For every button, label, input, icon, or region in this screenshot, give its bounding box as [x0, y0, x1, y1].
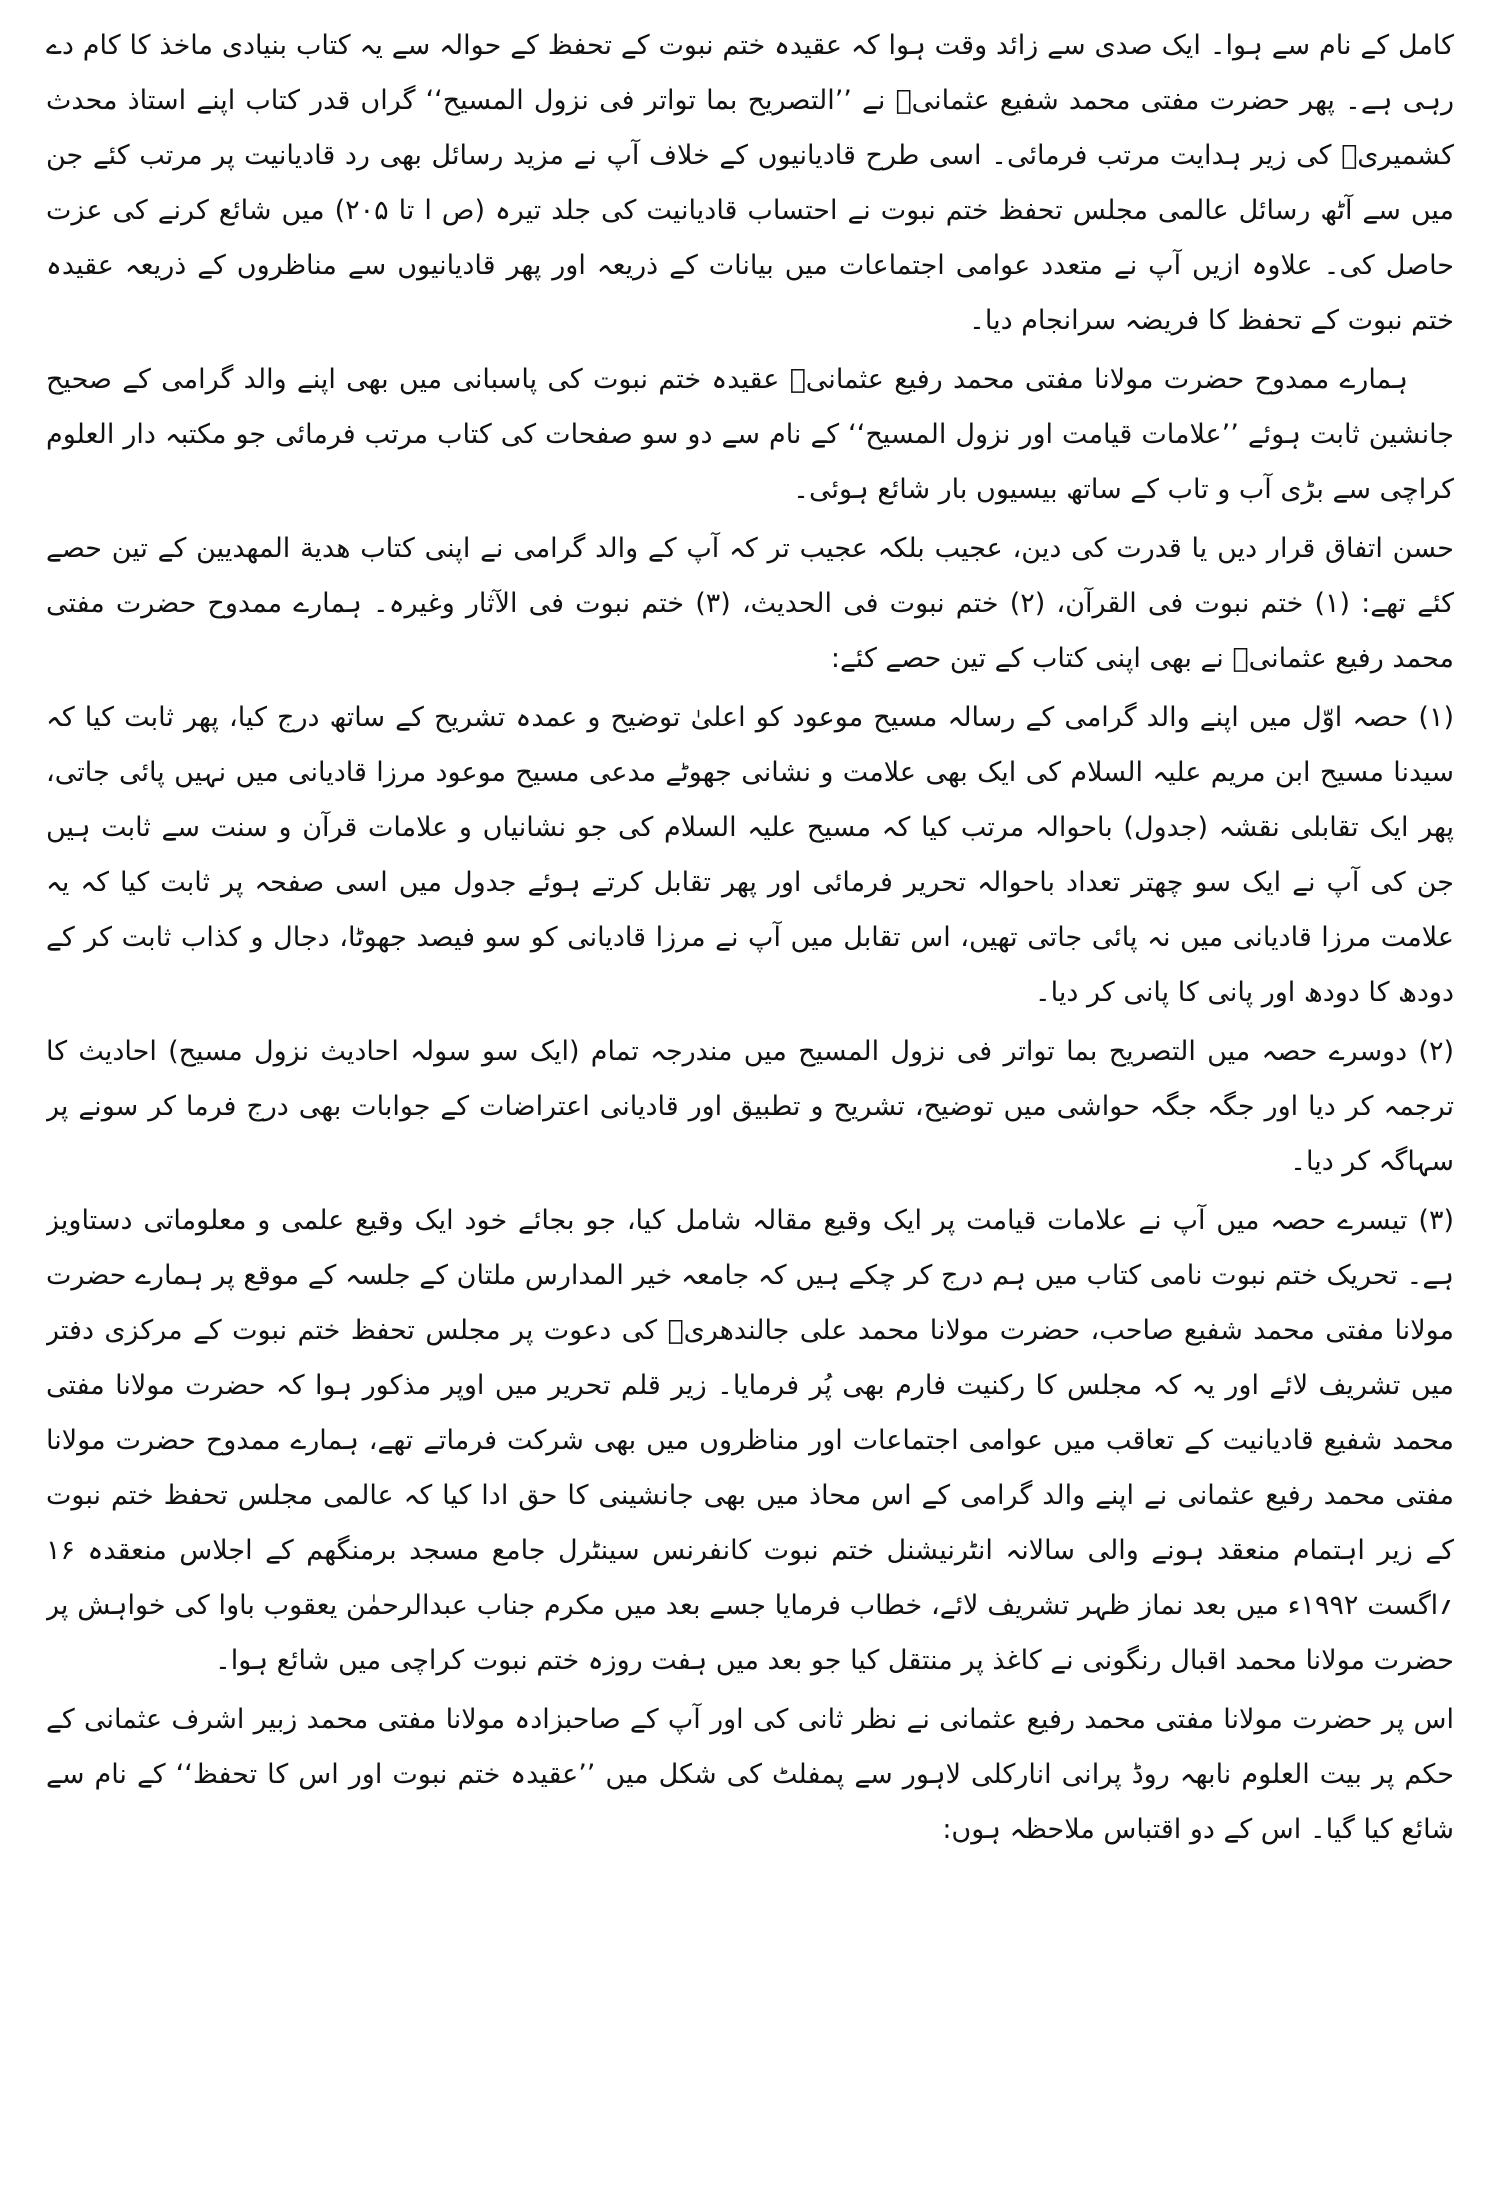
paragraph-part-two: (۲) دوسرے حصہ میں التصریح بما تواتر فی نزول المسیح میں مندرجہ تمام (ایک سو سولہ احادیث نزول مسیح) احادیث کا ترجمہ کر دیا اور جگہ جگہ حواشی میں توضیح، تشریح و تطبیق اور قادیانی اعتراضات کے جوابات بھی درج فرما کر سونے پر سہاگہ کر دیا۔	[46, 1036, 1454, 1177]
paragraph-mufti-rafi-usmani: ہمارے ممدوح حضرت مولانا مفتی محمد رفیع عثمانیؒ عقیدہ ختم نبوت کی پاسبانی میں بھی اپنے والد گرامی کے صحیح جانشین ثابت ہوئے ’’علامات قیامت اور نزول المسیح‘‘ کے نام سے دو سو صفحات کی کتاب مرتب فرمائی جو مکتبہ دار العلوم کراچی سے بڑی آب و تاب کے ساتھ بیسیوں بار شائع ہوئی۔	[46, 364, 1454, 505]
paragraph-part-one: (۱) حصہ اوّل میں اپنے والد گرامی کے رسالہ مسیح موعود کو اعلیٰ توضیح و عمدہ تشریح کے ساتھ درج کیا، پھر ثابت کیا کہ سیدنا مسیح ابن مریم علیہ السلام کی ایک بھی علامت و نشانی جھوٹے مدعی مسیح موعود مرزا قادیانی میں نہیں پائی جاتی، پھر ایک تقابلی نقشہ (جدول) باحوالہ مرتب کیا کہ مسیح علیہ السلام کی جو نشانیاں و علامات قرآن و سنت سے ثابت ہیں جن کی آپ نے ایک سو چھتر تعداد باحوالہ تحریر فرمائی اور پھر تقابل کرتے ہوئے جدول میں اسی صفحہ پر ثابت کیا کہ یہ علامت مرزا قادیانی میں نہ پائی جاتی تھیں، اس تقابل میں آپ نے مرزا قادیانی کو سو فیصد جھوٹا، دجال و کذاب ثابت کر کے دودھ کا دودھ اور پانی کا پانی کر دیا۔	[46, 702, 1454, 1008]
paragraph-three-parts: حسن اتفاق قرار دیں یا قدرت کی دین، عجیب بلکہ عجیب تر کہ آپ کے والد گرامی نے اپنی کتاب ھدیة المھدیین کے تین حصے کئے تھے: (۱) ختم نبوت فی القرآن، (۲) ختم نبوت فی الحدیث، (۳) ختم نبوت فی الآثار وغیرہ۔ ہمارے ممدوح حضرت مفتی محمد رفیع عثمانیؒ نے بھی اپنی کتاب کے تین حصے کئے:	[46, 533, 1454, 674]
paragraph-part-three: (۳) تیسرے حصہ میں آپ نے علامات قیامت پر ایک وقیع مقالہ شامل کیا، جو بجائے خود ایک وقیع علمی و معلوماتی دستاویز ہے۔ تحریک ختم نبوت نامی کتاب میں ہم درج کر چکے ہیں کہ جامعہ خیر المدارس ملتان کے جلسہ کے موقع پر ہمارے حضرت مولانا مفتی محمد شفیع صاحب، حضرت مولانا محمد علی جالندھریؒ کی دعوت پر مجلس تحفظ ختم نبوت کے مرکزی دفتر میں تشریف لائے اور یہ کہ مجلس کا رکنیت فارم بھی پُر فرمایا۔ زیر قلم تحریر میں اوپر مذکور ہوا کہ حضرت مولانا مفتی محمد شفیع قادیانیت کے تعاقب میں عوامی اجتماعات اور مناظروں میں بھی شرکت فرماتے تھے، ہمارے ممدوح حضرت مولانا مفتی محمد رفیع عثمانی نے اپنے والد گرامی کے اس محاذ میں بھی جانشینی کا حق ادا کیا کہ عالمی مجلس تحفظ ختم نبوت کے زیر اہتمام منعقد ہونے والی سالانہ انٹرنیشنل ختم نبوت کانفرنس سینٹرل جامع مسجد برمنگھم کے اجلاس منعقدہ ۱۶ ؍اگست ۱۹۹۲ء میں بعد نماز ظہر تشریف لائے، خطاب فرمایا جسے بعد میں مکرم جناب عبدالرحمٰن یعقوب باوا کی خواہش پر حضرت مولانا محمد اقبال رنگونی نے کاغذ پر منتقل کیا جو بعد میں ہفت روزہ ختم نبوت کراچی میں شائع ہوا۔	[46, 1205, 1454, 1676]
paragraph-pamphlet: اس پر حضرت مولانا مفتی محمد رفیع عثمانی نے نظر ثانی کی اور آپ کے صاحبزادہ مولانا مفتی محمد زبیر اشرف عثمانی کے حکم پر بیت العلوم نابھہ روڈ پرانی انارکلی لاہور سے پمفلٹ کی شکل میں ’’عقیدہ ختم نبوت اور اس کا تحفظ‘‘ کے نام سے شائع کیا گیا۔ اس کے دو اقتباس ملاحظہ ہوں:	[46, 1704, 1454, 1845]
paragraph-intro-mufti-shafi: کامل کے نام سے ہوا۔ ایک صدی سے زائد وقت ہوا کہ عقیدہ ختم نبوت کے تحفظ کے حوالہ سے یہ کتاب بنیادی ماخذ کا کام دے رہی ہے۔ پھر حضرت مفتی محمد شفیع عثمانیؒ نے ’’التصریح بما تواتر فی نزول المسیح‘‘ گراں قدر کتاب اپنے استاذ محدث کشمیریؒ کی زیر ہدایت مرتب فرمائی۔ اسی طرح قادیانیوں کے خلاف آپ نے مزید رسائل بھی رد قادیانیت پر مرتب کئے جن میں سے آٹھ رسائل عالمی مجلس تحفظ ختم نبوت نے احتساب قادیانیت کی جلد تیرہ (ص ا تا ۲۰۵) میں شائع کرنے کی عزت حاصل کی۔ علاوہ ازیں آپ نے متعدد عوامی اجتماعات میں بیانات کے ذریعہ اور پھر قادیانیوں سے مناظروں کے ذریعہ عقیدہ ختم نبوت کے تحفظ کا فریضہ سرانجام دیا۔	[46, 30, 1454, 336]
document-page	[46, 18, 1454, 2182]
